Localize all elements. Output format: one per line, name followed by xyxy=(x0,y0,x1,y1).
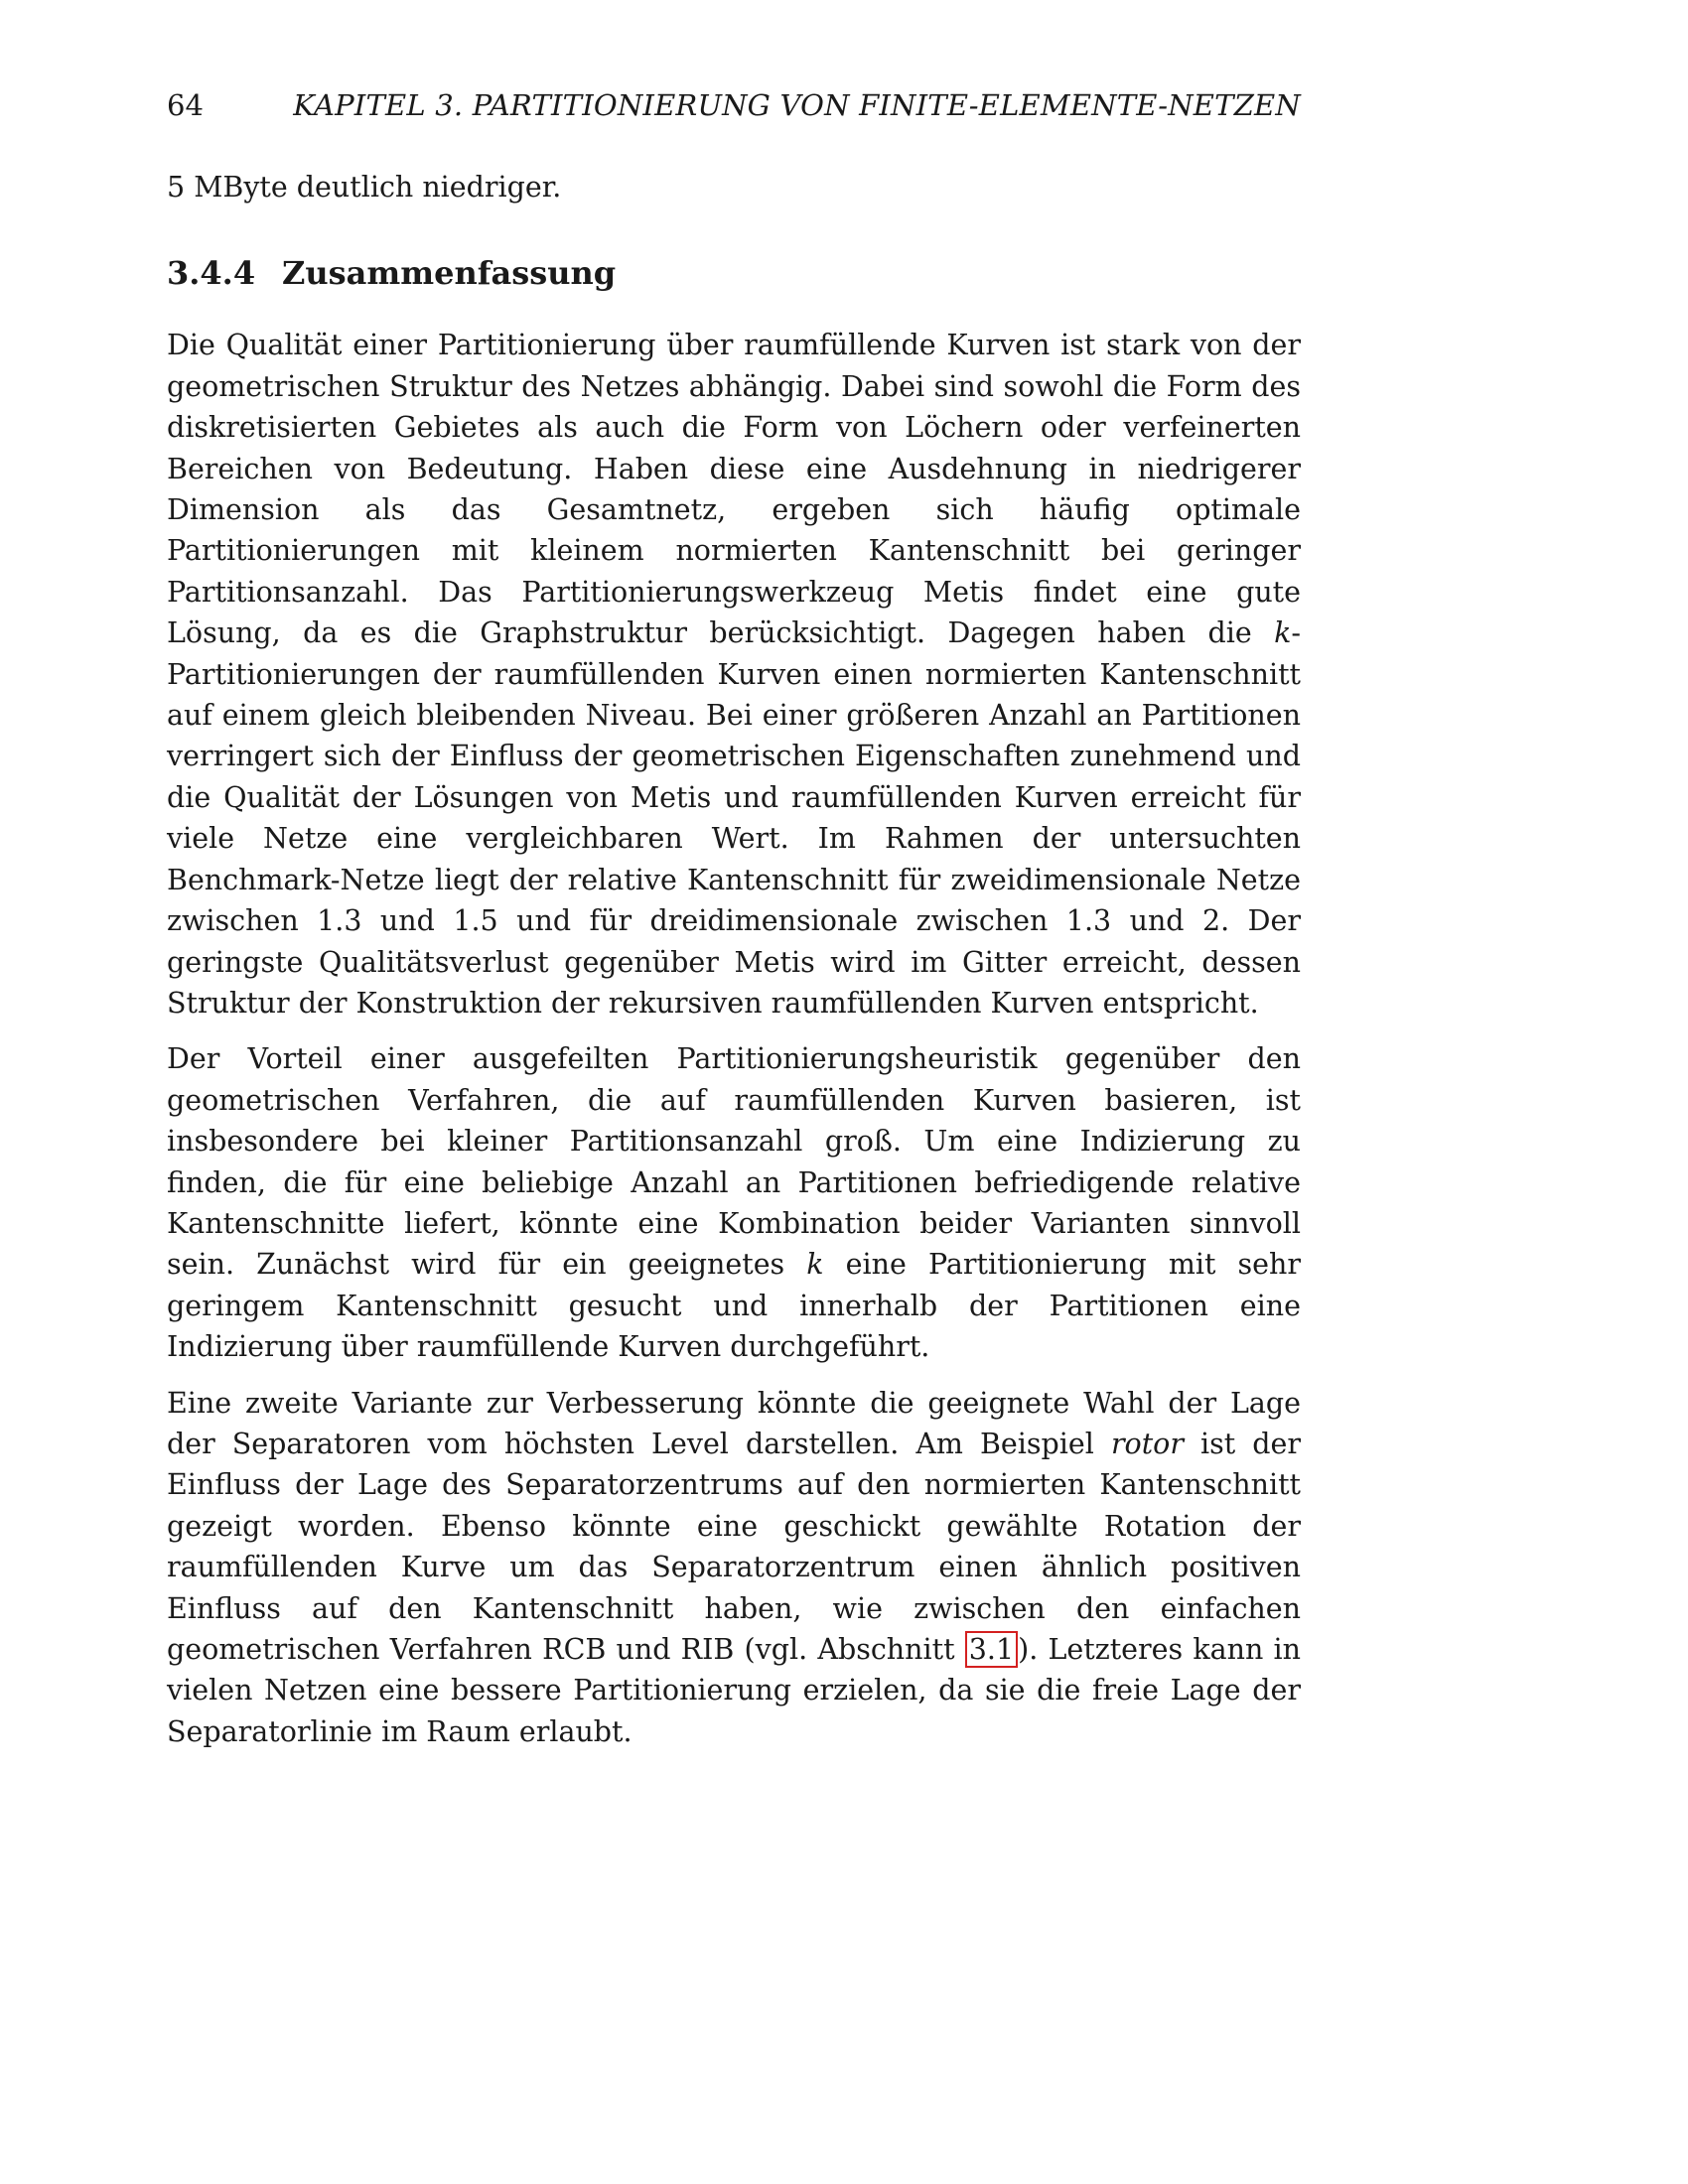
paragraph-text: Die Qualität einer Partitionierung über raumfüllende Kurven ist stark von der geometrischen Struktur des Netzes abhängig. Dabei sind sowohl die Form des diskretisierten Gebietes als auch die Form von Löchern oder verfeinerten Bereichen von Bedeutung. Haben diese eine Ausdehnung in niedrigerer Dimension als das Gesamtnetz, ergeben sich häufig optimale Partitionierungen mit kleinem normierten Kantenschnitt bei geringer Partitionsanzahl. Das Partitionierungswerkzeug Metis findet eine gute Lösung, da es die Graphstruktur berücksichtigt. Dagegen haben die xyxy=(167,329,1301,650)
paragraph-text: -Partitionierungen der raumfüllenden Kurven einen normierten Kantenschnitt auf einem gleich bleibenden Niveau. Bei einer größeren Anzahl an Partitionen verringert sich der Einfluss der geometrischen Eigenschaften zunehmend und die Qualität der Lösungen von Metis und raumfüllenden Kurven erreicht für viele Netze eine vergleichbaren Wert. Im Rahmen der untersuchten Benchmark-Netze liegt der relative Kantenschnitt für zweidimensionale Netze zwischen 1.3 und 1.5 und für dreidimensionale zwischen 1.3 und 2. Der geringste Qualitätsverlust gegenüber Metis wird im Gitter erreicht, dessen Struktur der Konstruktion der rekursiven raumfüllenden Kurven entspricht. xyxy=(167,616,1301,1020)
page-number: 64 xyxy=(167,88,204,122)
math-variable-k: k xyxy=(1274,616,1292,650)
paragraph-text: ist der Einfluss der Lage des Separatorzentrums auf den normierten Kantenschnitt gezeigt worden. Ebenso könnte eine geschickt gewählte Rotation der raumfüllenden Kurve um das Separatorzentrum einen ähnlich positiven Einfluss auf den Kantenschnitt haben, wie zwischen den einfachen geometrischen Verfahren RCB und RIB (vgl. Abschnitt xyxy=(167,1427,1301,1666)
chapter-title: KAPITEL 3. PARTITIONIERUNG VON FINITE-ELEMENTE-NETZEN xyxy=(293,88,1301,122)
section-heading xyxy=(167,253,1301,293)
paragraph-summary-quality xyxy=(167,325,1301,1024)
paragraph-text: Der Vorteil einer ausgefeilten Partitionierungsheuristik gegenüber den geometrischen Verfahren, die auf raumfüllenden Kurven basieren, ist insbesondere bei kleiner Partitionsanzahl groß. Um eine Indizierung zu finden, die für eine beliebige Anzahl an Partitionen befriedigende relative Kantenschnitte liefert, könnte eine Kombination beider Varianten sinnvoll sein. Zunächst wird für ein geeignetes xyxy=(167,1042,1301,1282)
section-title: Zusammenfassung xyxy=(282,254,617,293)
paragraph-heuristic-advantage xyxy=(167,1038,1301,1367)
body-text xyxy=(167,167,1301,1767)
section-number: 3.4.4 xyxy=(167,254,256,293)
running-header xyxy=(167,87,1301,123)
paragraph-text: Eine zweite Variante zur Verbesserung könnte die geeignete Wahl der Lage der Separatoren vom höchsten Level darstellen. Am Beispiel xyxy=(167,1386,1301,1460)
paragraph-separator-variant xyxy=(167,1383,1301,1753)
section-reference-link[interactable]: 3.1 xyxy=(965,1631,1018,1668)
paragraph-text: eine Partitionierung mit sehr geringem Kantenschnitt gesucht und innerhalb der Partitionen eine Indizierung über raumfüllende Kurven durchgeführt. xyxy=(167,1248,1301,1364)
math-variable-k: k xyxy=(806,1248,824,1282)
continued-paragraph: 5 MByte deutlich niedriger. xyxy=(167,171,562,204)
italic-term-rotor: rotor xyxy=(1110,1427,1184,1460)
paragraph-text: ). Letzteres kann in vielen Netzen eine bessere Partitionierung erzielen, da sie die freie Lage der Separatorlinie im Raum erlaubt. xyxy=(167,1633,1302,1748)
